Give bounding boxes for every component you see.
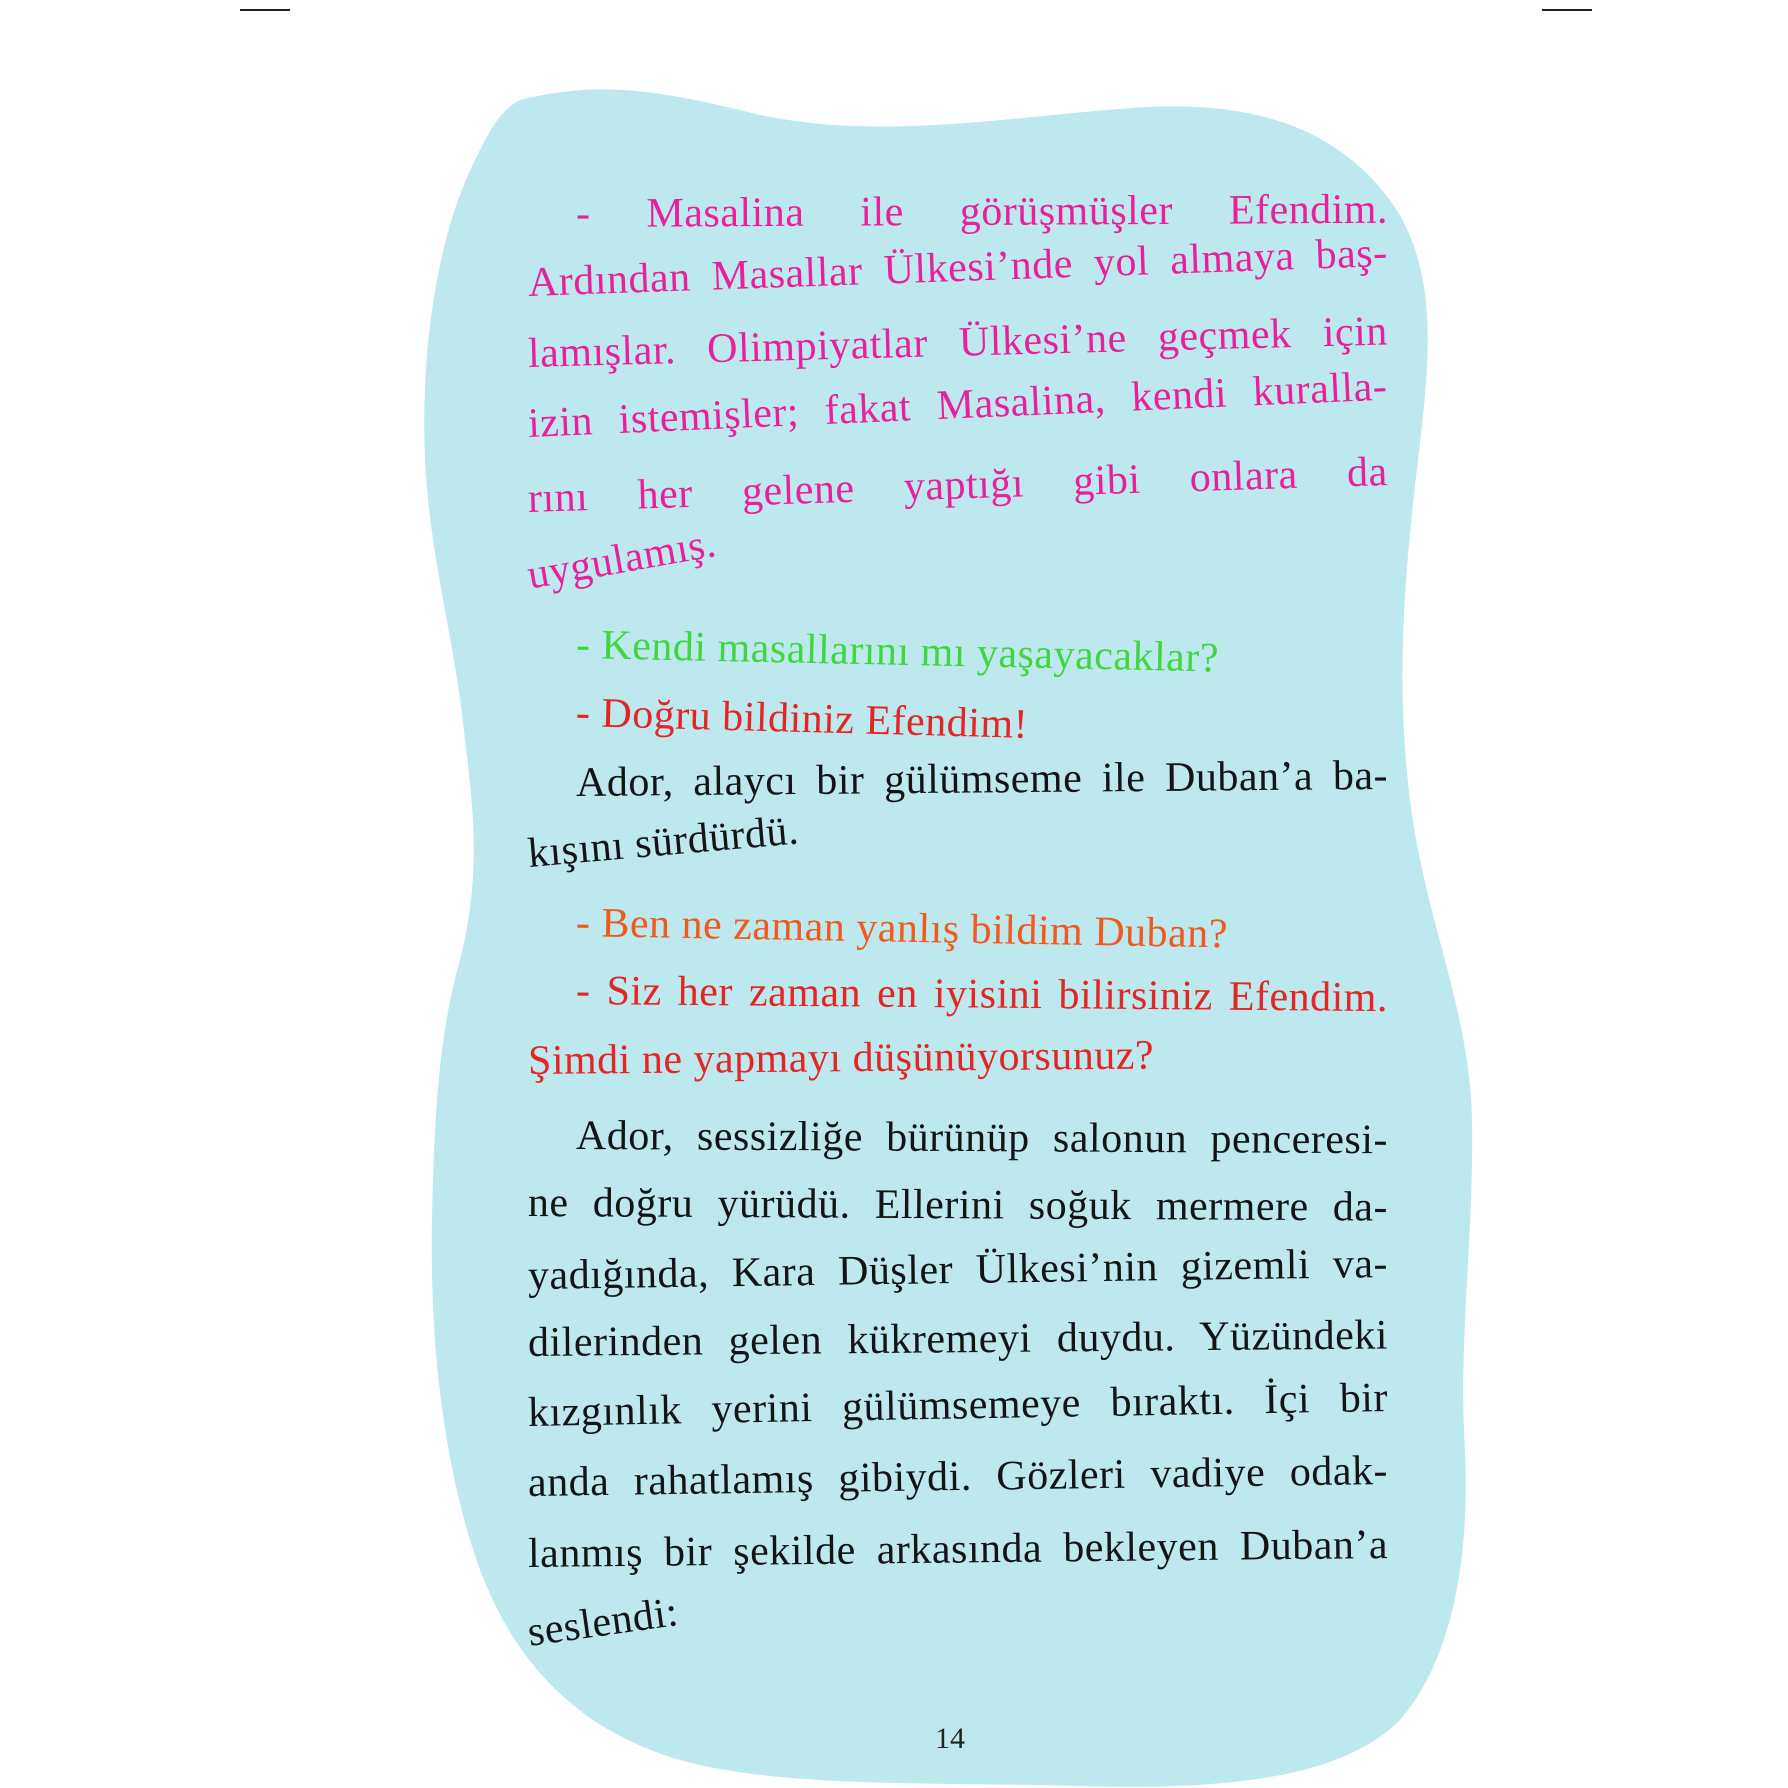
text-line-12: - Siz her zaman en iyisini bilirsiniz Efendim. [575, 968, 1389, 1022]
text-line-1: - Masalina ile görüşmüşler Efendim. [575, 186, 1389, 237]
text-line-13: Şimdi ne yapmayı düşünüyorsunuz? [527, 1032, 1155, 1084]
text-line-6: uygulamış. [524, 520, 720, 599]
text-line-9: Ador, alaycı bir gülümseme ile Duban’a ba- [575, 752, 1389, 806]
text-line-20: lanmış bir şekilde arkasında bekleyen Duban’a [527, 1521, 1389, 1577]
text-line-8: - Doğru bildiniz Efendim! [575, 690, 1029, 748]
page-number: 14 [935, 1722, 965, 1755]
text-line-4: izin istemişler; fakat Masalina, kendi kuralla- [526, 363, 1389, 447]
text-line-7: - Kendi masallarını mı yaşayacaklar? [575, 622, 1220, 682]
text-line-10: kışını sürdürdü. [525, 807, 801, 877]
text-line-17: dilerinden gelen kükremeyi duydu. Yüzündeki [527, 1312, 1389, 1366]
text-line-18: kızgınlık yerini gülümsemeye bıraktı. İçi bir [527, 1374, 1389, 1436]
text-line-3: lamışlar. Olimpiyatlar Ülkesi’ne geçmek için [527, 308, 1389, 377]
text-line-11: - Ben ne zaman yanlış bildim Duban? [575, 900, 1229, 958]
text-line-2: Ardından Masallar Ülkesi’nde yol almaya baş- [527, 230, 1389, 306]
text-line-19: anda rahatlamış gibiydi. Gözleri vadiye odak- [527, 1447, 1389, 1506]
text-line-5: rını her gelene yaptığı gibi onlara da [527, 448, 1389, 522]
text-line-15: ne doğru yürüdü. Ellerini soğuk mermere da- [527, 1180, 1389, 1231]
text-line-21: seslendi: [524, 1589, 682, 1656]
text-line-14: Ador, sessizliğe bürünüp salonun penceresi- [575, 1113, 1389, 1164]
text-line-16: yadığında, Kara Düşler Ülkesi’nin gizemli va- [527, 1240, 1389, 1299]
